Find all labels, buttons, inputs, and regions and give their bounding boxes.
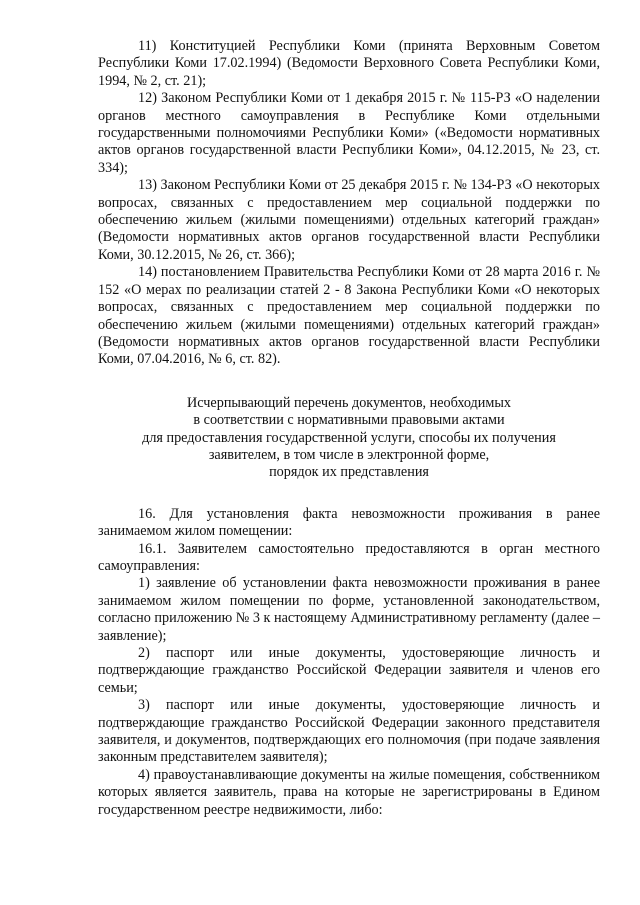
list-item: 16.1. Заявителем самостоятельно предоставляются в орган местного самоуправления: — [98, 540, 600, 574]
list-item: 13) Законом Республики Коми от 25 декабря 2015 г. № 134-РЗ «О некоторых вопросах, связанных с предоставлением мер социальной поддержки по обеспечению жильем (жилыми помещениями) отдельных категорий граждан» (Ведомости нормативных актов органов государственной власти Республики Коми, 30.12.2015, № 26, ст. 366); — [98, 177, 600, 263]
list-item: 14) постановлением Правительства Республики Коми от 28 марта 2016 г. № 152 «О мерах по реализации статей 2 - 8 Закона Республики Коми «О некоторых вопросах, связанных с предоставлением мер социальной поддержки по обеспечению жильем (жилыми помещениями) отдельных категорий граждан» (Ведомости нормативных актов органов государственной власти Республики Коми, 07.04.2016, № 6, ст. 82). — [98, 264, 600, 368]
heading-line: порядок их представления — [269, 464, 429, 481]
list-item: 16. Для установления факта невозможности проживания в ранее занимаемом жилом помещении: — [98, 505, 600, 540]
heading-line: в соответствии с нормативными правовыми актами — [193, 412, 505, 429]
list-item: 3) паспорт или иные документы, удостоверяющие личность и подтверждающие гражданство Российской Федерации законного представителя заявителя, и документов, подтверждающих его полномочия (при подаче заявления законным представителем заявителя); — [98, 697, 600, 766]
section-heading — [98, 395, 600, 482]
list-item: 1) заявление об установлении факта невозможности проживания в ранее занимаемом жилом помещении по форме, установленной законодательством, согласно приложению № 3 к настоящему Административному регламенту (далее – заявление); — [98, 575, 600, 644]
legal-basis-list — [98, 38, 600, 369]
heading-line: Исчерпывающий перечень документов, необходимых — [187, 394, 511, 411]
list-item: 12) Законом Республики Коми от 1 декабря 2015 г. № 115-РЗ «О наделении органов местного самоуправления в Республике Коми отдельными государственными полномочиями Республики Коми» («Ведомости нормативных актов органов государственной власти Республики Коми», 04.12.2015, № 23, ст. 334); — [98, 90, 600, 176]
list-item: 2) паспорт или иные документы, удостоверяющие личность и подтверждающие гражданство Российской Федерации заявителя и членов его семьи; — [98, 645, 600, 696]
list-item: 11) Конституцией Республики Коми (принята Верховным Советом Республики Коми 17.02.1994) (Ведомости Верховного Совета Республики Коми, 1994, № 2, ст. 21); — [98, 38, 600, 89]
heading-line: заявителем, в том числе в электронной форме, — [208, 446, 490, 463]
documents-list — [98, 506, 600, 819]
heading-line: для предоставления государственной услуги, способы их получения — [142, 429, 556, 446]
list-item: 4) правоустанавливающие документы на жилые помещения, собственником которых является заявитель, права на которые не зарегистрированы в Едином государственном реестре недвижимости, либо: — [98, 766, 600, 818]
